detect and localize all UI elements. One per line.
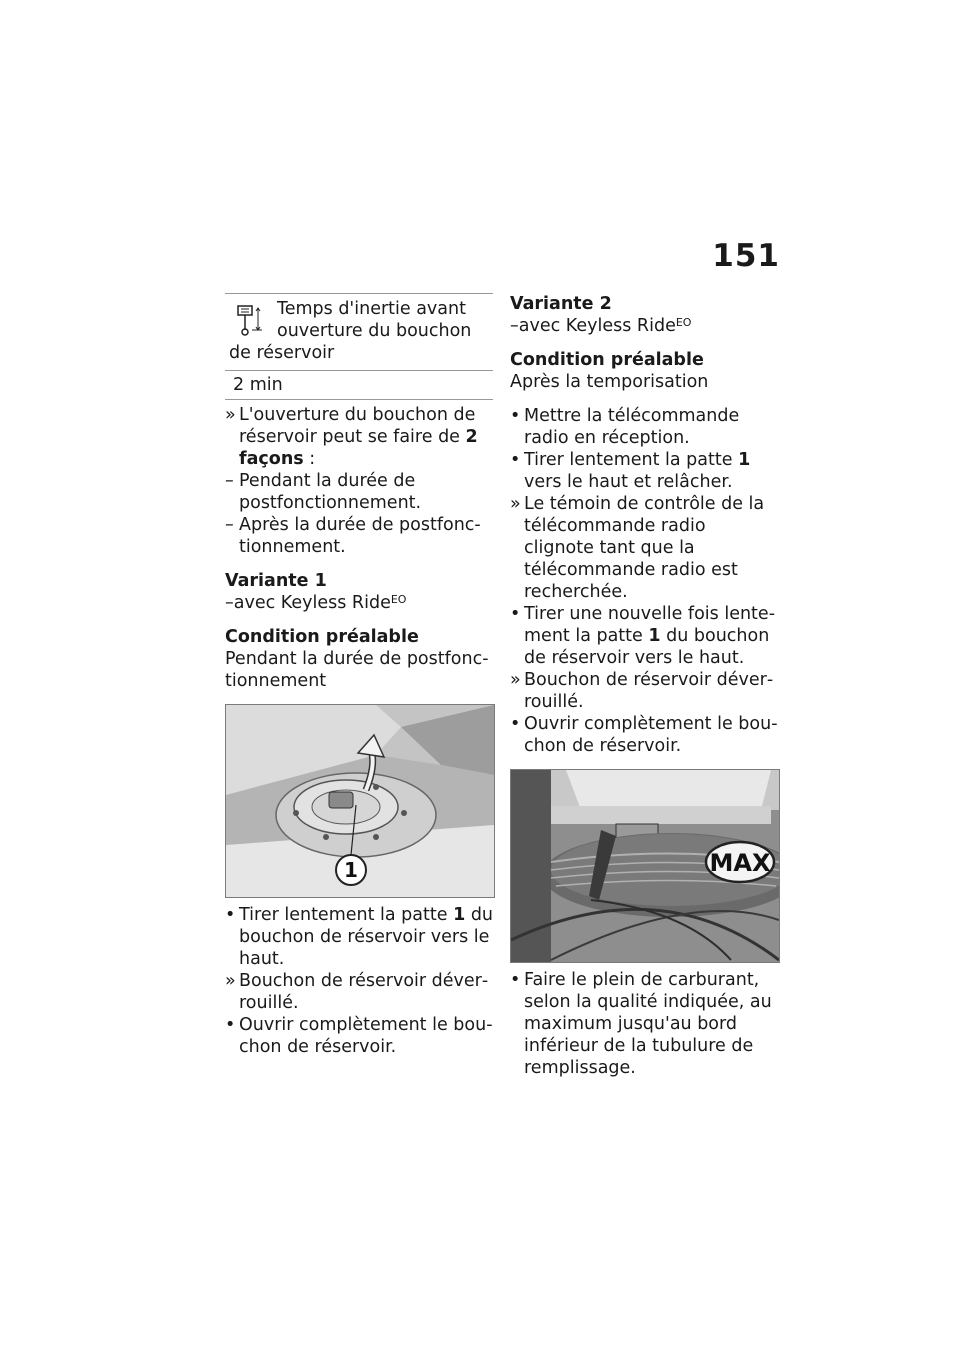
- step-item: • Tirer lentement la patte 1 du bouchon de réservoir vers le haut.: [225, 905, 494, 969]
- left-column: [225, 293, 493, 1058]
- result-marker: »: [225, 405, 236, 425]
- right-column: [510, 293, 778, 1079]
- fuel-filler-max-photo: [510, 769, 780, 963]
- fuel-cap-illustration: [225, 704, 495, 898]
- condition-title: Condition préalable: [225, 627, 419, 647]
- step-item: • Tirer une nouvelle fois lentement la patte 1 du bouchon de réservoir vers le haut.: [510, 604, 776, 668]
- spec-table: [225, 293, 493, 400]
- page-number: 151: [712, 238, 780, 274]
- condition-text: Pendant la durée de postfonctionnement: [225, 649, 489, 691]
- max-label: MAX: [709, 849, 771, 877]
- spec-header: [225, 294, 493, 370]
- option-item: – Après la durée de postfonctionnement.: [225, 515, 481, 557]
- step-item: » Bouchon de réservoir déverrouillé.: [225, 971, 489, 1013]
- spec-label-line2: ouverture du bouchon: [277, 321, 472, 341]
- spec-label-line3: de réservoir: [229, 343, 335, 363]
- intro-bold: 2 façons: [239, 427, 478, 469]
- condition-text: Après la temporisation: [510, 372, 709, 392]
- intro-item: » L'ouverture du bouchon de réservoir peut se faire de 2 façons :: [225, 405, 478, 469]
- variant-2-subtitle: –avec Keyless Ride$^{EO}$: [510, 316, 692, 336]
- step-item: • Mettre la télécommande radio en réception.: [510, 406, 740, 448]
- spec-label-line1: Temps d'inertie avant: [277, 299, 466, 319]
- step-item: » Le témoin de contrôle de la télécommande radio clignote tant que la télécommande radio est recherchée.: [510, 494, 765, 602]
- engine-timer-icon: [235, 304, 263, 338]
- step-item: » Bouchon de réservoir déverrouillé.: [510, 670, 774, 712]
- step-item: • Ouvrir complètement le bouchon de réservoir.: [225, 1015, 493, 1057]
- step-item: • Faire le plein de carburant, selon la qualité indiquée, au maximum jusqu'au bord inférieur de la tubulure de remplissage.: [510, 970, 772, 1078]
- step-item: • Ouvrir complètement le bouchon de réservoir.: [510, 714, 778, 756]
- variant-2-title: Variante 2: [510, 294, 612, 314]
- option-item: – Pendant la durée de postfonctionnement.: [225, 471, 422, 513]
- condition-title: Condition préalable: [510, 350, 704, 370]
- callout-1: 1: [344, 858, 358, 882]
- variant-1-title: Variante 1: [225, 571, 327, 591]
- step-item: • Tirer lentement la patte 1 vers le haut et relâcher.: [510, 450, 751, 492]
- spec-value: 2 min: [225, 370, 493, 399]
- variant-1-subtitle: –avec Keyless Ride$^{EO}$: [225, 593, 407, 613]
